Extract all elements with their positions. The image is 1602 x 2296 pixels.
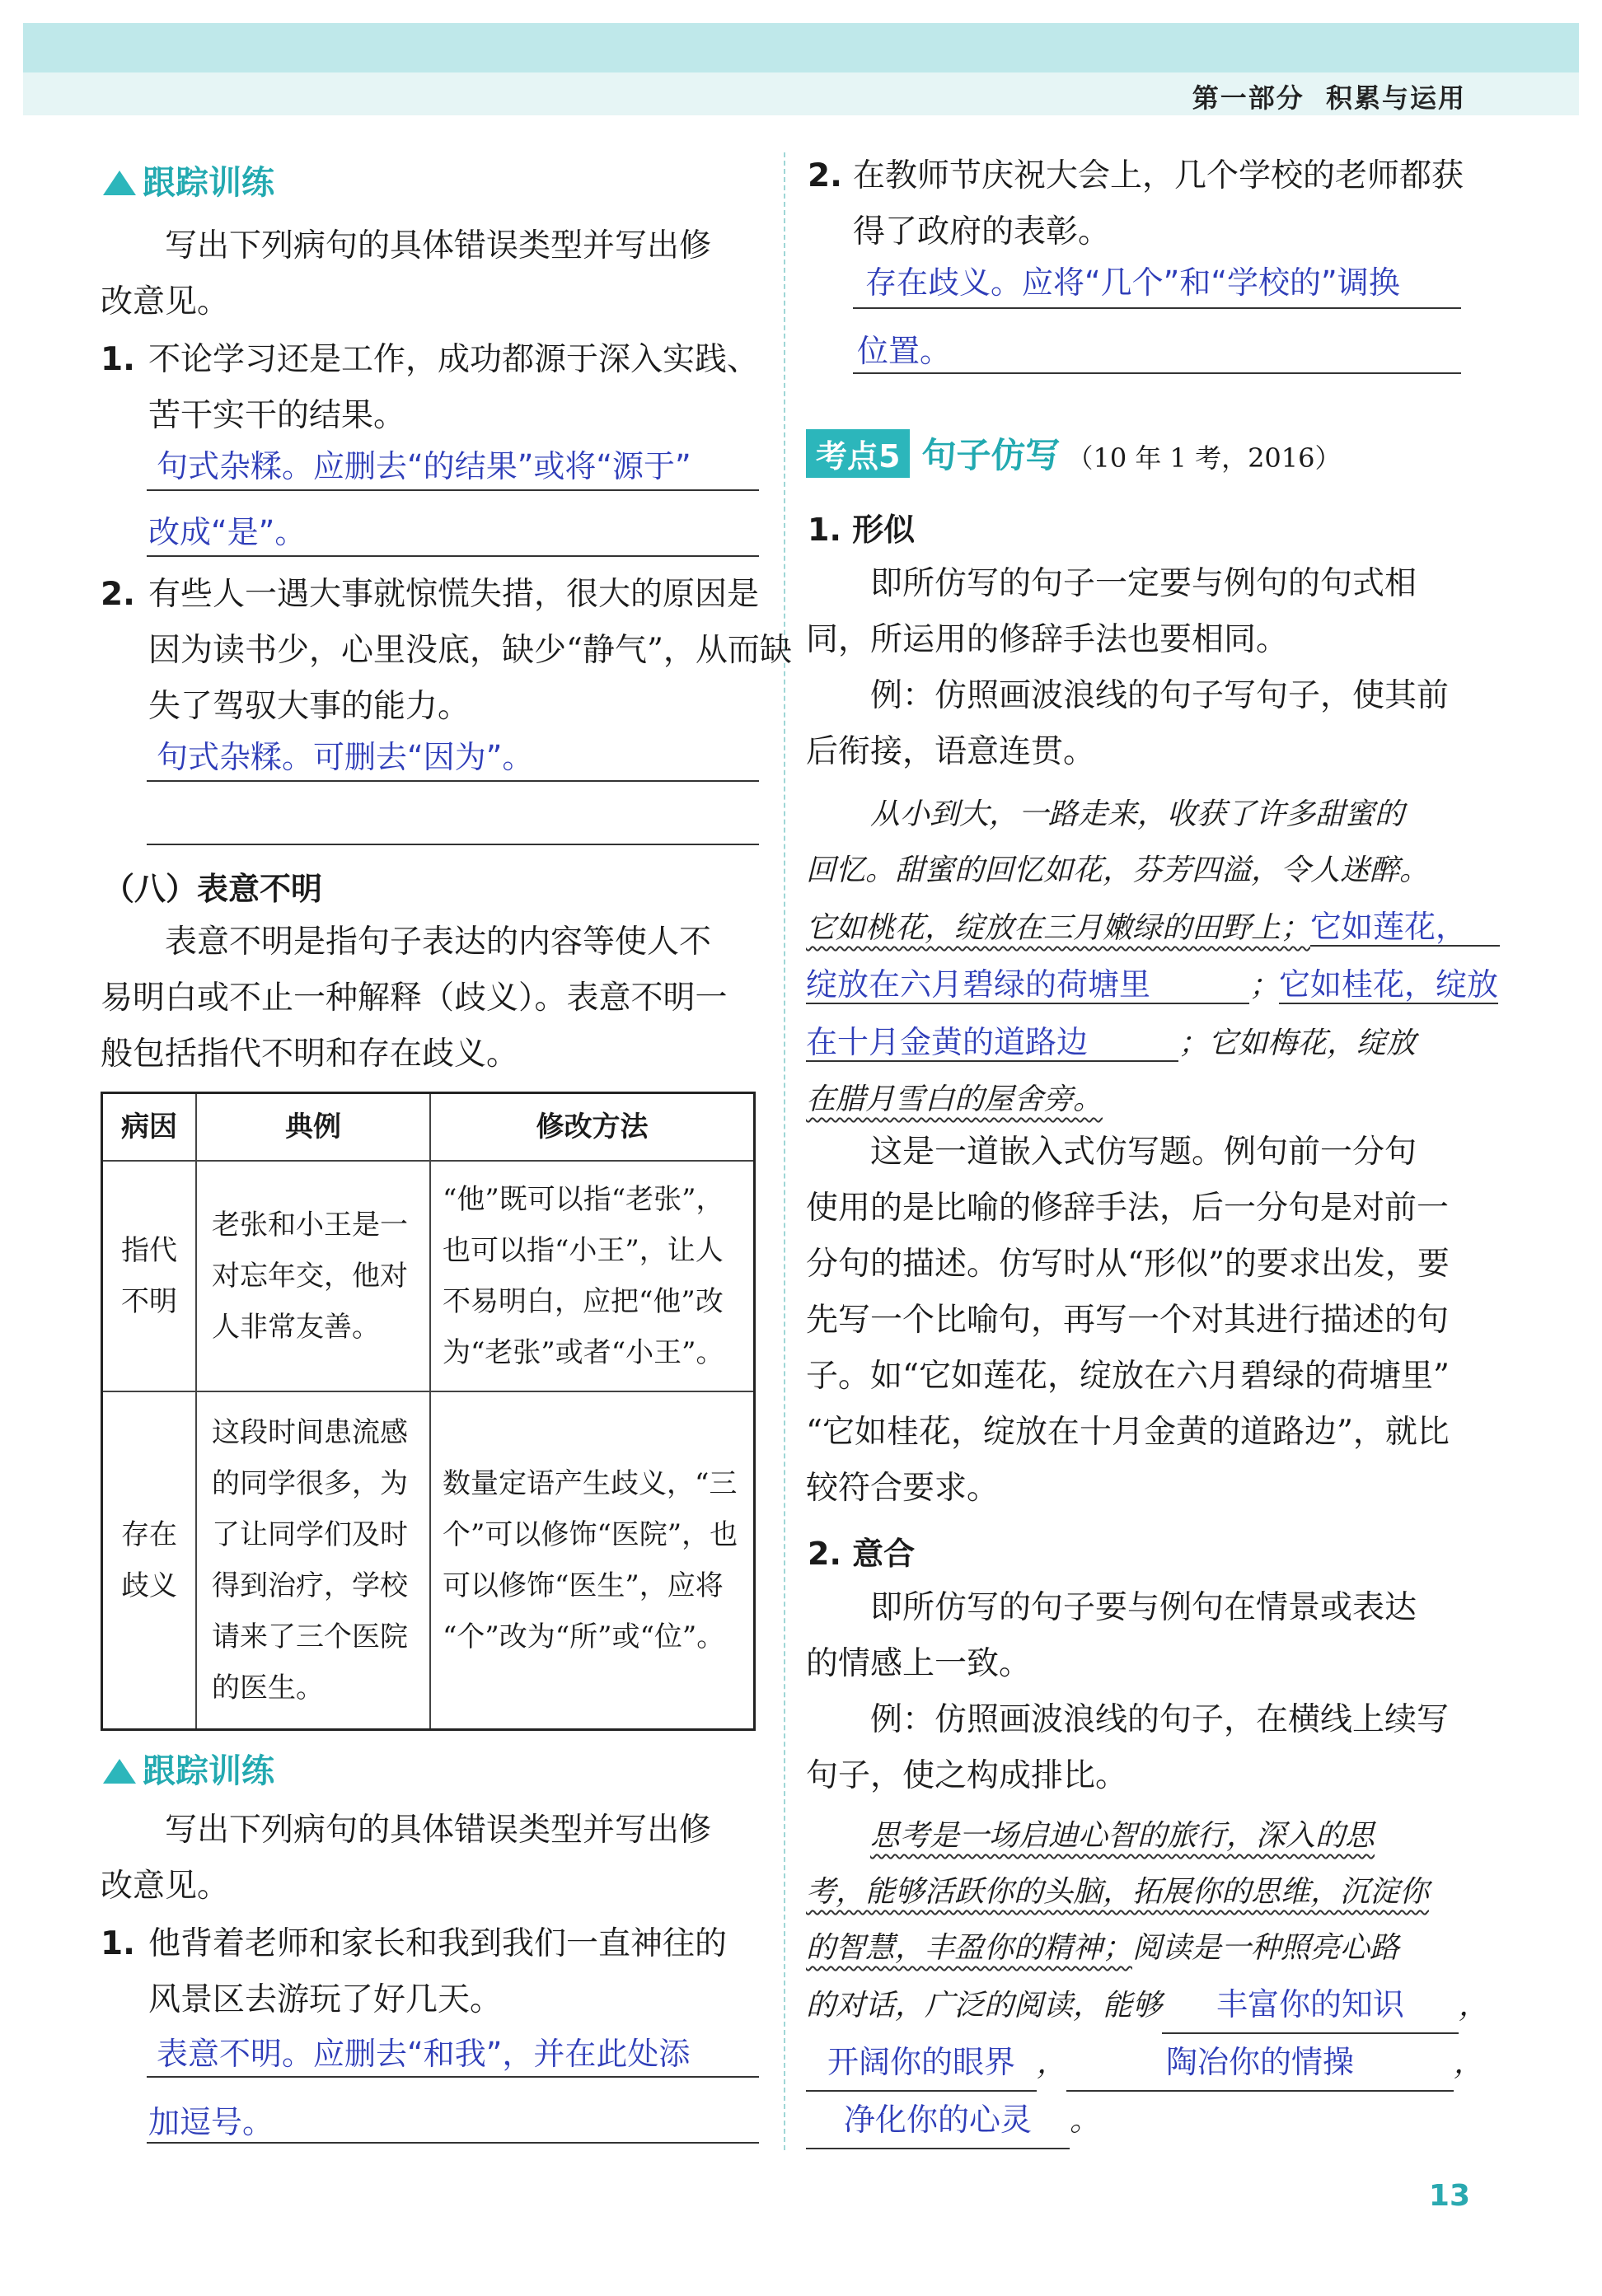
subsection-title-2: 2. 意合: [808, 1536, 916, 1572]
running-header: 第一部分 积累与运用: [1192, 82, 1466, 114]
answer-r-2b: 位置。: [857, 333, 952, 369]
track-title-2: 跟踪训练: [103, 1745, 274, 1792]
table-cell-cause: 指代 不明: [102, 1161, 197, 1391]
answer-2-1a: 表意不明。应删去“和我”，并在此处添: [157, 2036, 691, 2072]
table-row: [102, 1161, 755, 1391]
s2-description: 即所仿写的句子要与例句在情景或表达 的情感上一致。 例：仿照画波浪线的句子，在横线上续写 句子，使之构成排比。: [806, 1589, 1450, 1794]
header-band: [23, 23, 1579, 72]
table-header: 病因: [102, 1093, 197, 1162]
s2-passage: 思考是一场启迪心智的旅行，深入的思 考，能够活跃你的头脑，拓展你的思维，沉淀你 的智慧，丰盈你的精神；阅读是一种照亮心路 的对话，广泛的阅读，能够 丰富你的知识 ， 开阔你的眼界 ， 陶冶你的情操 ， 净化你的心灵 。: [806, 1808, 1490, 2149]
table-cell-fix: 数量定语产生歧义，“三 个”可以修饰“医院”，也 可以修饰“医生”，应将 “个”改为“所”或“位”。: [430, 1391, 755, 1729]
answer-line: [147, 780, 759, 782]
page-number: 13: [1428, 2179, 1470, 2213]
track1-question-2-right: 2. 在教师节庆祝大会上，几个学校的老师都获 得了政府的表彰。: [808, 157, 1464, 250]
table-row: [102, 1391, 755, 1729]
error-table: [101, 1092, 756, 1731]
column-divider: [784, 152, 785, 2150]
answer-line: [147, 555, 759, 557]
track1-question-2: 2. 有些人一遇大事就惊慌失措，很大的原因是 因为读书少，心里没底，缺少“静气”，从而缺 失了驾驭大事的能力。: [101, 576, 792, 725]
table-header-row: [102, 1093, 755, 1162]
answer-2-1b: 加逗号。: [148, 2104, 274, 2140]
answer-r-2a: 存在歧义。应将“几个”和“学校的”调换: [865, 264, 1400, 301]
s1-analysis: 这是一道嵌入式仿写题。例句前一分句 使用的是比喻的修辞手法，后一分句是对前一 分句的描述。仿写时从“形似”的要求出发，要 先写一个比喻句，再写一个对其进行描述的句 子。如“它如莲花，绽放在六月碧绿的荷塘里” “它如桂花，绽放在十月金黄的道路边”，就比 较符合要求。: [806, 1134, 1450, 1507]
subsection-title-1: 1. 形似: [808, 512, 916, 548]
table-header: 修改方法: [430, 1093, 755, 1162]
triangle-icon: [103, 171, 136, 195]
ba-description: 表意不明是指句子表达的内容等使人不 易明白或不止一种解释（歧义）。表意不明一 般包括指代不明和存在歧义。: [101, 924, 728, 1073]
answer-line: [853, 307, 1461, 309]
table-cell-fix: “他”既可以指“老张”， 也可以指“小王”，让人 不易明白，应把“他”改 为“老张”或者“小王”。: [430, 1161, 755, 1391]
track2-intro: 写出下列病句的具体错误类型并写出修 改意见。: [101, 1812, 712, 1905]
answer-line: [147, 2076, 759, 2078]
answer-1-2: 句式杂糅。可删去“因为”。: [157, 739, 534, 775]
table-cell-example: 这段时间患流感 的同学很多，为 了让同学们及时 得到治疗，学校 请来了三个医院 的医生。: [196, 1391, 430, 1729]
track1-intro: 写出下列病句的具体错误类型并写出修 改意见。: [101, 227, 712, 320]
s1-description: 即所仿写的句子一定要与例句的句式相 同，所运用的修辞手法也要相同。 例：仿照画波浪线的句子写句子，使其前 后衔接，语意连贯。: [806, 565, 1450, 770]
track1-question-1: 1. 不论学习还是工作，成功都源于深入实践、 苦干实干的结果。: [101, 341, 760, 434]
table-cell-example: 老张和小王是一 对忘年交，他对 人非常友善。: [196, 1161, 430, 1391]
kaodian-heading: 考点5 句子仿写 （10 年 1 考，2016）: [806, 428, 1342, 478]
s1-passage: 从小到大，一路走来，收获了许多甜蜜的 回忆。甜蜜的回忆如花，芬芳四溢，令人迷醉。 它如桃花，绽放在三月嫩绿的田野上；它如莲花， 绽放在六月碧绿的荷塘里 ；它如桂花，绽放 在十月金黄的道路边 ；它如梅花，绽放 在腊月雪白的屋舍旁。: [806, 797, 1499, 1116]
answer-line: [147, 489, 759, 491]
answer-line: [147, 2142, 759, 2144]
triangle-icon: [103, 1759, 136, 1784]
table-header: 典例: [196, 1093, 430, 1162]
answer-line: [853, 372, 1461, 374]
section-title-ba: （八）表意不明: [103, 871, 323, 907]
answer-1-1a: 句式杂糅。应删去“的结果”或将“源于”: [157, 448, 691, 484]
track2-question-1: 1. 他背着老师和家长和我到我们一直神往的 风景区去游玩了好几天。: [101, 1925, 728, 2018]
table-cell-cause: 存在 歧义: [102, 1391, 197, 1729]
kaodian-badge: 考点5: [806, 429, 910, 478]
answer-1-1b: 改成“是”。: [148, 514, 307, 550]
answer-line: [147, 844, 759, 845]
track-title-1: 跟踪训练: [103, 157, 274, 203]
